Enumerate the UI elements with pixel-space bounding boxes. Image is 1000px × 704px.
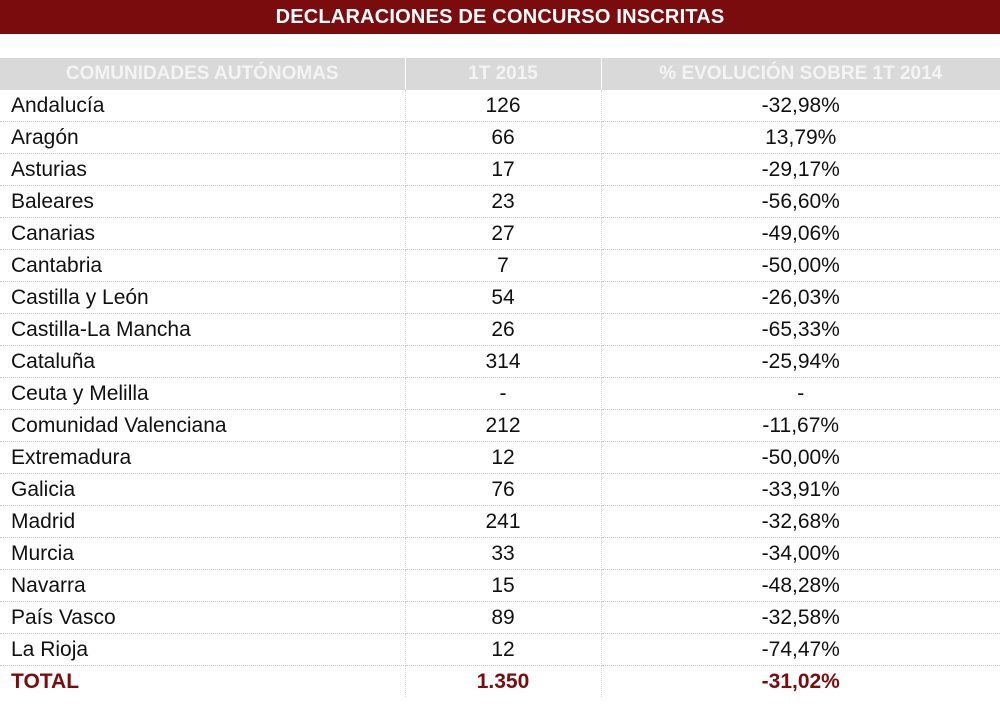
change-cell: -34,00% — [601, 538, 1000, 570]
table-row — [0, 602, 1000, 634]
value-cell: - — [405, 378, 601, 410]
change-cell: -50,00% — [601, 442, 1000, 474]
region-name-cell: Cantabria — [0, 250, 405, 282]
page-title: DECLARACIONES DE CONCURSO INSCRITAS — [0, 0, 1000, 34]
total-row — [0, 666, 1000, 698]
change-cell: -32,58% — [601, 602, 1000, 634]
table-row — [0, 250, 1000, 282]
table-row — [0, 282, 1000, 314]
regions-table — [0, 58, 1000, 697]
region-name-cell: Andalucía — [0, 90, 405, 122]
table-row — [0, 570, 1000, 602]
region-name-cell: País Vasco — [0, 602, 405, 634]
change-cell: -48,28% — [601, 570, 1000, 602]
value-cell: 15 — [405, 570, 601, 602]
column-header-region: COMUNIDADES AUTÓNOMAS — [0, 58, 405, 90]
value-cell: 27 — [405, 218, 601, 250]
value-cell: 26 — [405, 314, 601, 346]
region-name-cell: Murcia — [0, 538, 405, 570]
change-cell: - — [601, 378, 1000, 410]
region-name-cell: Extremadura — [0, 442, 405, 474]
region-name-cell: Canarias — [0, 218, 405, 250]
table-row — [0, 378, 1000, 410]
region-name-cell: Castilla y León — [0, 282, 405, 314]
table-row — [0, 538, 1000, 570]
value-cell: 314 — [405, 346, 601, 378]
change-cell: -29,17% — [601, 154, 1000, 186]
region-name-cell: Asturias — [0, 154, 405, 186]
change-cell: -11,67% — [601, 410, 1000, 442]
column-header-evolution: % EVOLUCIÓN SOBRE 1T 2014 — [601, 58, 1000, 90]
table-row — [0, 186, 1000, 218]
table-row — [0, 90, 1000, 122]
region-name-cell: Galicia — [0, 474, 405, 506]
value-cell: 241 — [405, 506, 601, 538]
change-cell: -74,47% — [601, 634, 1000, 666]
region-name-cell: Navarra — [0, 570, 405, 602]
value-cell: 212 — [405, 410, 601, 442]
change-cell: -26,03% — [601, 282, 1000, 314]
table-row — [0, 442, 1000, 474]
table-row — [0, 410, 1000, 442]
value-cell: 7 — [405, 250, 601, 282]
total-value-cell: 1.350 — [405, 666, 601, 698]
change-cell: -49,06% — [601, 218, 1000, 250]
total-change-cell: -31,02% — [761, 669, 840, 693]
region-name-cell: Castilla-La Mancha — [0, 314, 405, 346]
table-row — [0, 506, 1000, 538]
column-header-1t-2015: 1T 2015 — [405, 58, 601, 90]
total-label-cell: TOTAL — [0, 666, 405, 698]
change-cell: -32,68% — [601, 506, 1000, 538]
change-cell: -33,91% — [601, 474, 1000, 506]
region-name-cell: Aragón — [0, 122, 405, 154]
table-row — [0, 218, 1000, 250]
region-name-cell: Baleares — [0, 186, 405, 218]
change-cell: -56,60% — [601, 186, 1000, 218]
table-row — [0, 474, 1000, 506]
value-cell: 76 — [405, 474, 601, 506]
region-name-cell: Comunidad Valenciana — [0, 410, 405, 442]
value-cell: 89 — [405, 602, 601, 634]
value-cell: 126 — [405, 90, 601, 122]
value-cell: 23 — [405, 186, 601, 218]
change-cell: -65,33% — [601, 314, 1000, 346]
region-name-cell: Madrid — [0, 506, 405, 538]
table-row — [0, 154, 1000, 186]
value-cell: 12 — [405, 634, 601, 666]
region-name-cell: La Rioja — [0, 634, 405, 666]
table-row — [0, 122, 1000, 154]
table-row — [0, 314, 1000, 346]
value-cell: 66 — [405, 122, 601, 154]
region-name-cell: Ceuta y Melilla — [0, 378, 405, 410]
change-cell: -32,98% — [601, 90, 1000, 122]
value-cell: 12 — [405, 442, 601, 474]
value-cell: 17 — [405, 154, 601, 186]
change-cell: 13,79% — [601, 122, 1000, 154]
value-cell: 33 — [405, 538, 601, 570]
change-cell: -25,94% — [601, 346, 1000, 378]
change-cell: -50,00% — [601, 250, 1000, 282]
table-row — [0, 634, 1000, 666]
table-row — [0, 346, 1000, 378]
table-header-row — [0, 58, 1000, 90]
value-cell: 54 — [405, 282, 601, 314]
region-name-cell: Cataluña — [0, 346, 405, 378]
